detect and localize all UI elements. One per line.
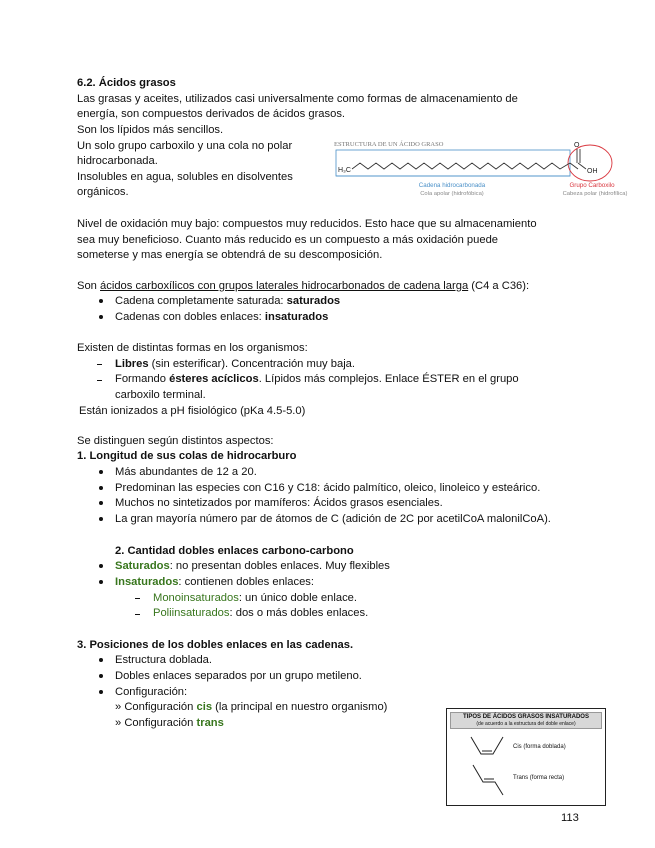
unsaturated-types-figure (446, 708, 606, 806)
head-sublabel: Cabeza polar (hidrofílica) (562, 191, 628, 197)
saturated-bullet: Cadena completamente saturada: saturados (115, 295, 341, 307)
dash-marker (97, 364, 102, 365)
figure-header-subtitle: (de acuerdo a la estructura del doble enlace) (476, 721, 576, 727)
forms-item-esters-cont: carboxilo terminal. (115, 389, 206, 401)
bullet-dot (99, 315, 103, 319)
bullet-dot (99, 580, 103, 584)
fatty-acid-structure-diagram (330, 136, 630, 204)
trans-config-line: » Configuración trans (115, 717, 224, 729)
length-bullet-4: La gran mayoría número par de átomos de C (adición de 2C por acetilCoA malonilCoA). (115, 513, 551, 525)
heading-positions: 3. Posiciones de los dobles enlaces en las cadenas. (77, 639, 354, 651)
length-bullet-2: Predominan las especies con C16 y C18: ácido palmítico, oleico, linoleico y esteárico. (115, 482, 541, 494)
oxidation-line-2: sea muy beneficioso. Cuanto más reducido es un compuesto a más oxidación puede (77, 234, 499, 246)
hydrocarbon-chain (352, 163, 570, 169)
h3c-label: H₃C (338, 167, 351, 174)
saturated-item: Saturados: no presentan dobles enlaces. Muy flexibles (115, 560, 390, 572)
tail-highlight-box (336, 150, 570, 176)
structure-line-1: Un solo grupo carboxilo y una cola no polar (77, 140, 293, 152)
bullet-dot (99, 299, 103, 303)
definition-prefix: Son (77, 280, 101, 292)
section-title: 6.2. Ácidos grasos (77, 77, 176, 89)
bullet-dot (99, 674, 103, 678)
forms-intro: Existen de distintas formas en los organismos: (77, 342, 308, 354)
length-bullet-1: Más abundantes de 12 a 20. (115, 466, 257, 478)
heading-length: 1. Longitud de sus colas de hidrocarburo (77, 450, 297, 462)
intro-line-1: Las grasas y aceites, utilizados casi universalmente como formas de almacenamiento de (77, 93, 518, 105)
structure-line-2: hidrocarbonada. (77, 155, 158, 167)
tail-sublabel: Cola apolar (hidrofóbica) (420, 191, 484, 197)
trans-shape (473, 765, 503, 795)
page-number: 113 (561, 812, 579, 824)
figure-title: ESTRUCTURA DE UN ÁCIDO GRASO (334, 141, 444, 148)
unsaturated-item: Insaturados: contienen dobles enlaces: (115, 576, 315, 588)
solubility-line-1: Insolubles en agua, solubles en disolventes (77, 171, 293, 183)
oxidation-line-3: someterse y mas energía se obtendrá de su descomposición. (77, 249, 383, 261)
fatty-acid-structure-figure (330, 136, 630, 204)
bullet-dot (99, 658, 103, 662)
hydroxyl-bond (578, 163, 586, 169)
bullet-dot (99, 470, 103, 474)
head-label: Grupo Carboxilo (569, 182, 615, 189)
bullet-dot (99, 564, 103, 568)
simplest-lipids-text: Son los lípidos más sencillos. (77, 124, 224, 136)
forms-item-esters: Formando ésteres acíclicos. Lípidos más complejos. Enlace ÉSTER en el grupo (115, 373, 519, 385)
figure-header-title: TIPOS DE ÁCIDOS GRASOS INSATURADOS (463, 714, 589, 720)
trans-label: Trans (forma recta) (513, 775, 565, 781)
dash-marker (97, 380, 102, 381)
dash-marker (135, 598, 140, 599)
bullet-dot (99, 486, 103, 490)
monounsaturated-item: Monoinsaturados: un único doble enlace. (153, 592, 358, 604)
bullet-dot (99, 501, 103, 505)
heading-double-bonds: 2. Cantidad dobles enlaces carbono-carbono (115, 545, 354, 557)
positions-bullet-1: Estructura doblada. (115, 654, 213, 666)
bullet-dot (99, 517, 103, 521)
hydroxyl-label: OH (587, 168, 598, 175)
carboxyl-circle (568, 145, 612, 181)
forms-item-free: Libres (sin esterificar). Concentración muy baja. (115, 358, 356, 370)
bullet-dot (99, 690, 103, 694)
positions-bullet-3: Configuración: (115, 686, 188, 698)
unsaturated-bullet: Cadenas con dobles enlaces: insaturados (115, 311, 329, 323)
definition-line (77, 279, 529, 295)
length-bullet-3: Muchos no sintetizados por mamíferos: Ácidos grasos esenciales. (115, 497, 443, 509)
oxygen-label: O (574, 142, 580, 149)
definition-underlined: ácidos carboxílicos con grupos laterales hidrocarbonados de cadena larga (100, 280, 469, 292)
cis-label: Cis (forma doblada) (513, 744, 566, 750)
solubility-line-2: orgánicos. (77, 186, 129, 198)
aspects-intro: Se distinguen según distintos aspectos: (77, 435, 274, 447)
definition-suffix: (C4 a C36): (468, 280, 530, 292)
polyunsaturated-item: Poliinsaturados: dos o más dobles enlaces. (153, 607, 369, 619)
dash-marker (135, 614, 140, 615)
tail-label: Cadena hidrocarbonada (418, 182, 486, 189)
carboxyl-bond (570, 163, 578, 169)
ionized-note: Están ionizados a pH fisiológico (pKa 4.5-5.0) (79, 405, 306, 417)
cis-config-line: » Configuración cis (la principal en nuestro organismo) (115, 701, 388, 713)
cis-trans-diagram (447, 709, 605, 805)
intro-line-2: energía, son compuestos derivados de ácidos grasos. (77, 108, 346, 120)
positions-bullet-2: Dobles enlaces separados por un grupo metileno. (115, 670, 362, 682)
oxidation-line-1: Nivel de oxidación muy bajo: compuestos muy reducidos. Esto hace que su almacenamiento (77, 218, 537, 230)
